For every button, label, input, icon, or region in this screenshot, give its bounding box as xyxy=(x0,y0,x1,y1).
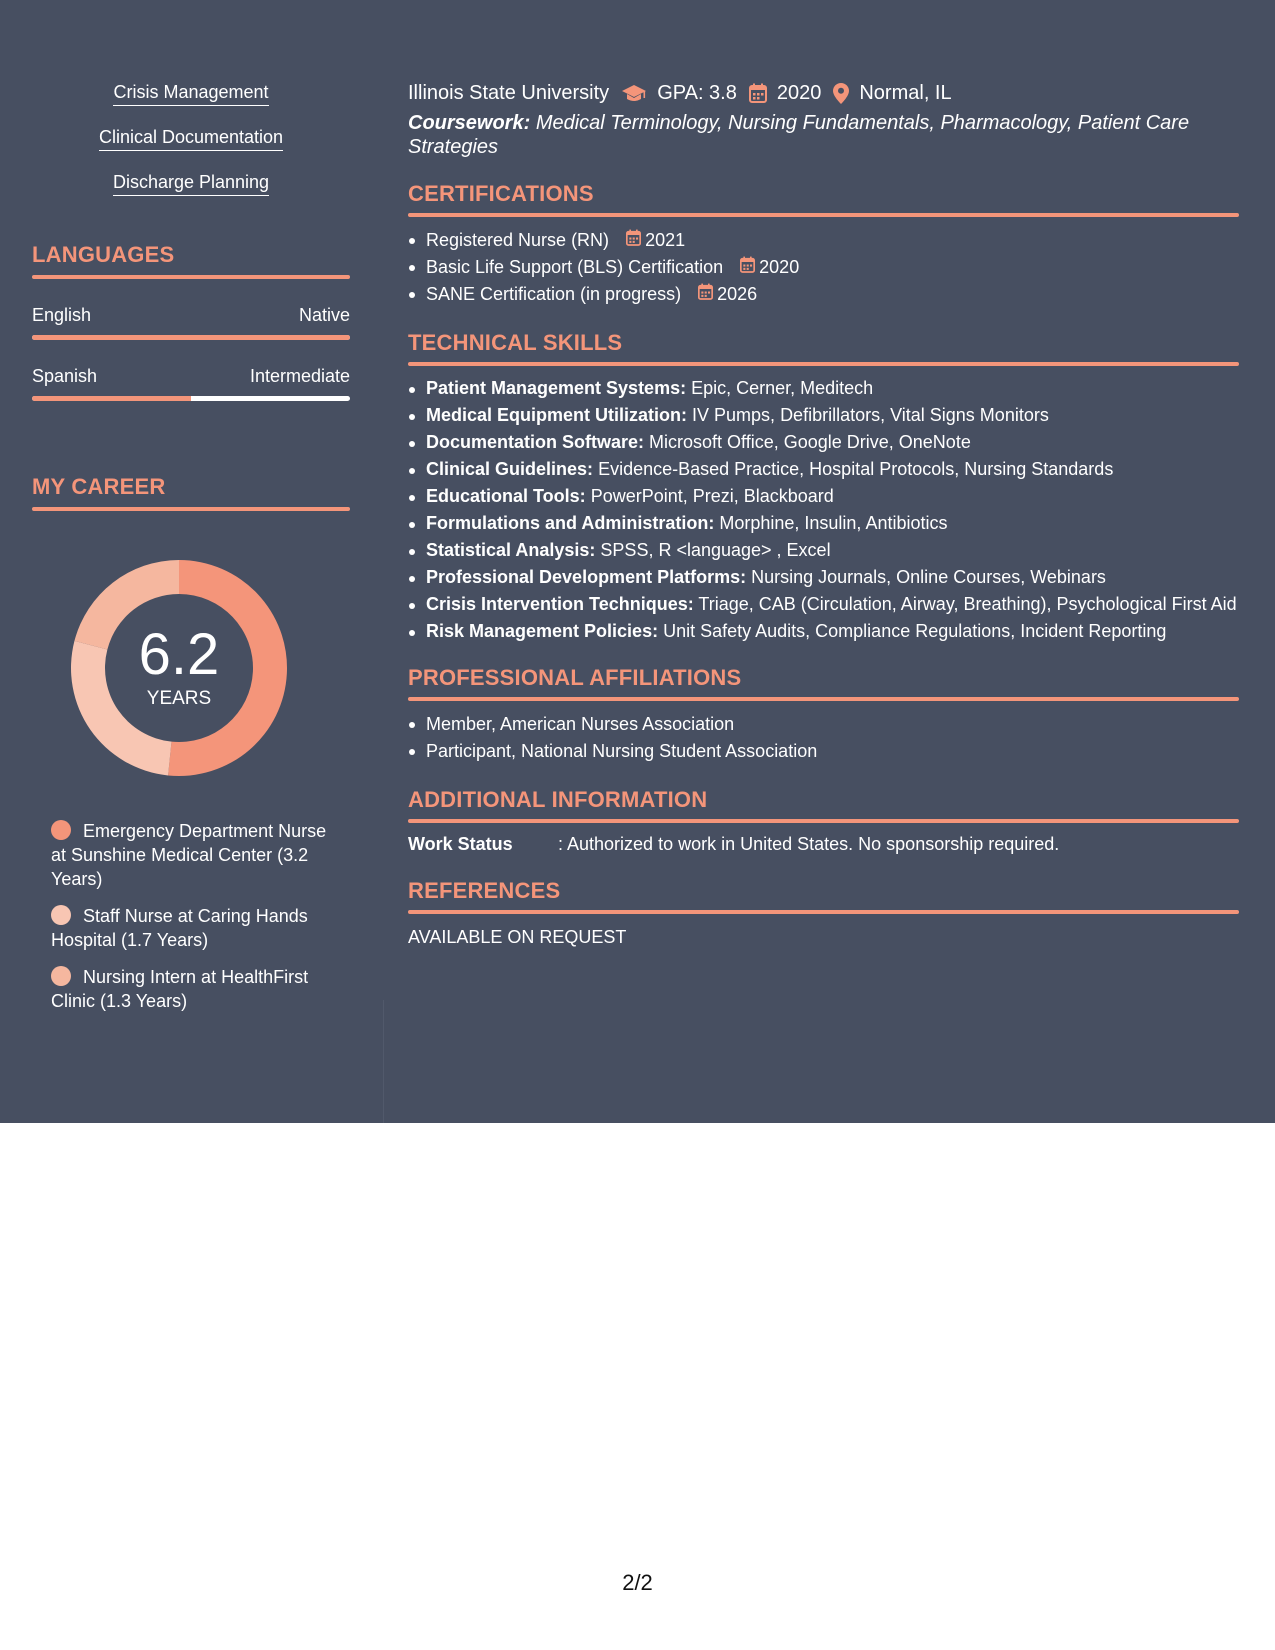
school-name: Illinois State University xyxy=(408,82,610,104)
section-rule xyxy=(408,819,1239,823)
section-rule xyxy=(408,362,1239,366)
skill-value: IV Pumps, Defibrillators, Vital Signs Monitors xyxy=(692,405,1049,425)
references-section xyxy=(408,878,1239,949)
skill-entry xyxy=(408,538,1239,562)
career-total-years: 6.2 xyxy=(138,622,220,687)
language-name: Spanish xyxy=(32,366,98,386)
legend-dot xyxy=(51,905,71,925)
language-item xyxy=(32,364,350,401)
career-total-unit: YEARS xyxy=(146,688,212,709)
certification-name: SANE Certification (in progress) xyxy=(426,284,682,304)
skill-label: Clinical Guidelines: xyxy=(426,459,594,479)
skill-item: Discharge Planning xyxy=(113,170,269,196)
skill-value: Microsoft Office, Google Drive, OneNote xyxy=(649,432,971,452)
section-rule xyxy=(32,275,350,279)
legend-item xyxy=(51,819,331,891)
skill-value: SPSS, R <language> , Excel xyxy=(600,540,831,560)
donut-center xyxy=(66,555,292,781)
language-proficiency-bar xyxy=(32,396,350,401)
language-proficiency-fill xyxy=(32,396,191,401)
calendar-icon xyxy=(626,227,645,254)
coursework-label: Coursework: xyxy=(408,112,531,134)
main-column xyxy=(408,80,1239,949)
language-proficiency-fill xyxy=(32,335,350,340)
skill-value: Evidence-Based Practice, Hospital Protocols, Nursing Standards xyxy=(598,459,1114,479)
legend-label: Nursing Intern at HealthFirst Clinic (1.3 Years) xyxy=(51,967,309,1011)
language-name: English xyxy=(32,305,92,325)
skill-value: Epic, Cerner, Meditech xyxy=(691,378,874,398)
skill-entry xyxy=(408,619,1239,643)
work-status-row xyxy=(408,832,1239,856)
calendar-icon xyxy=(740,254,759,281)
skill-label: Educational Tools: xyxy=(426,486,586,506)
legend-dot xyxy=(51,820,71,840)
certification-item xyxy=(408,281,1239,308)
section-rule xyxy=(408,910,1239,914)
coursework xyxy=(408,111,1239,159)
column-divider xyxy=(383,1000,384,1123)
certification-year: 2026 xyxy=(717,284,758,304)
certifications-title: CERTIFICATIONS xyxy=(408,181,594,206)
skill-value: Nursing Journals, Online Courses, Webinars xyxy=(751,567,1106,587)
legend-item xyxy=(51,965,331,1013)
skill-value: Morphine, Insulin, Antibiotics xyxy=(719,513,948,533)
certification-item xyxy=(408,227,1239,254)
skill-value: Triage, CAB (Circulation, Airway, Breathing), Psychological First Aid xyxy=(698,594,1237,614)
language-level: Native xyxy=(298,305,350,325)
gpa: GPA: 3.8 xyxy=(657,82,737,104)
additional-info-section xyxy=(408,787,1239,856)
affiliations-list xyxy=(408,711,1239,765)
skill-entry xyxy=(408,592,1239,616)
skill-value: Unit Safety Audits, Compliance Regulations, Incident Reporting xyxy=(663,621,1167,641)
skill-label: Patient Management Systems: xyxy=(426,378,687,398)
references-title: REFERENCES xyxy=(408,878,561,903)
calendar-icon xyxy=(749,83,767,103)
legend-dot xyxy=(51,966,71,986)
technical-skills-title: TECHNICAL SKILLS xyxy=(408,330,623,355)
skill-label: Statistical Analysis: xyxy=(426,540,596,560)
career-section xyxy=(32,473,350,1013)
location-pin-icon xyxy=(833,83,849,104)
additional-info-title: ADDITIONAL INFORMATION xyxy=(408,787,708,812)
skill-entry xyxy=(408,403,1239,427)
legend-item xyxy=(51,904,331,952)
technical-skills-list xyxy=(408,376,1239,643)
career-donut-chart xyxy=(66,555,292,781)
page-number: 2/2 xyxy=(622,1570,653,1595)
certification-name: Basic Life Support (BLS) Certification xyxy=(426,257,724,277)
legend-label: Staff Nurse at Caring Hands Hospital (1.7 Years) xyxy=(51,906,308,950)
skill-label: Medical Equipment Utilization: xyxy=(426,405,688,425)
section-rule xyxy=(408,213,1239,217)
section-rule xyxy=(32,507,350,511)
education-line xyxy=(408,80,1239,106)
skill-label: Crisis Intervention Techniques: xyxy=(426,594,694,614)
skill-entry xyxy=(408,565,1239,589)
references-text: AVAILABLE ON REQUEST xyxy=(408,927,627,947)
skill-entry xyxy=(408,430,1239,454)
languages-section xyxy=(32,241,350,401)
skill-entry xyxy=(408,484,1239,508)
certification-year: 2021 xyxy=(645,230,686,250)
skills-list xyxy=(32,80,350,215)
skill-label: Documentation Software: xyxy=(426,432,645,452)
work-status-value: : Authorized to work in United States. No sponsorship required. xyxy=(558,834,1060,854)
certifications-section xyxy=(408,181,1239,308)
skill-label: Professional Development Platforms: xyxy=(426,567,747,587)
skill-label: Risk Management Policies: xyxy=(426,621,659,641)
language-item xyxy=(32,303,350,340)
language-proficiency-bar xyxy=(32,335,350,340)
education-year: 2020 xyxy=(776,82,822,104)
skill-label: Formulations and Administration: xyxy=(426,513,715,533)
certification-year: 2020 xyxy=(759,257,800,277)
certification-item xyxy=(408,254,1239,281)
graduation-cap-icon xyxy=(621,83,647,103)
affiliations-title: PROFESSIONAL AFFILIATIONS xyxy=(408,665,742,690)
skill-item: Clinical Documentation xyxy=(99,125,283,151)
calendar-icon xyxy=(698,281,717,308)
career-title: MY CAREER xyxy=(32,474,166,499)
languages-title: LANGUAGES xyxy=(32,242,175,267)
work-status-label: Work Status xyxy=(408,834,513,854)
skill-value: PowerPoint, Prezi, Blackboard xyxy=(590,486,834,506)
legend-label: Emergency Department Nurse at Sunshine Medical Center (3.2 Years) xyxy=(51,821,327,889)
skill-item: Crisis Management xyxy=(113,80,268,106)
section-rule xyxy=(408,697,1239,701)
skill-entry xyxy=(408,511,1239,535)
coursework-list: Medical Terminology, Nursing Fundamentals, Pharmacology, Patient Care Strategies xyxy=(408,112,1190,158)
sidebar xyxy=(32,80,350,1026)
affiliation-item: Participant, National Nursing Student Association xyxy=(408,738,1239,765)
skill-entry xyxy=(408,457,1239,481)
certification-name: Registered Nurse (RN) xyxy=(426,230,610,250)
education-location: Normal, IL xyxy=(859,82,952,104)
language-level: Intermediate xyxy=(249,366,350,386)
technical-skills-section xyxy=(408,330,1239,643)
affiliations-section xyxy=(408,665,1239,765)
career-legend xyxy=(51,819,331,1013)
skill-entry xyxy=(408,376,1239,400)
certifications-list xyxy=(408,227,1239,308)
affiliation-item: Member, American Nurses Association xyxy=(408,711,1239,738)
